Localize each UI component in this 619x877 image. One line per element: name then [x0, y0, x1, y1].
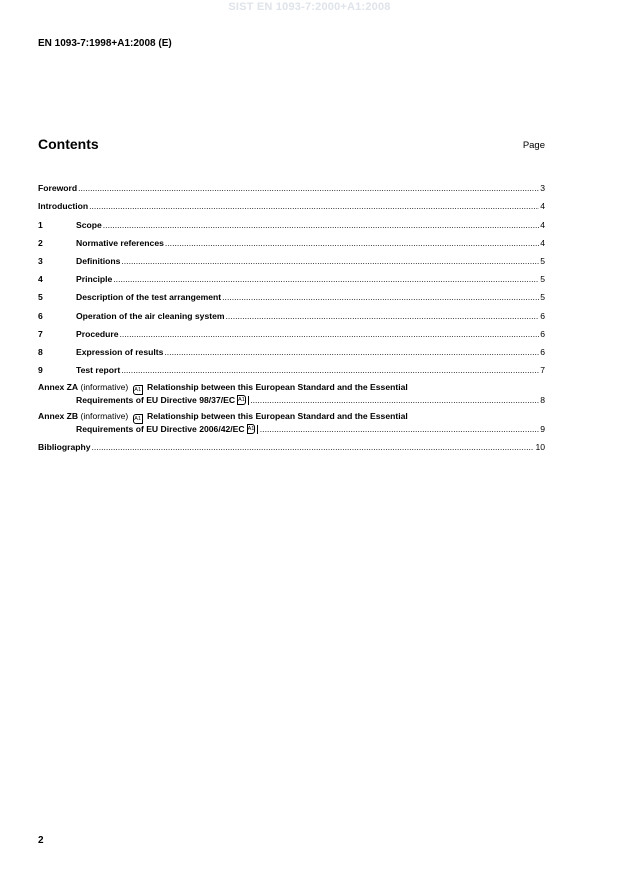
annex-info: (informative) — [80, 411, 129, 422]
toc-title: Definitions — [76, 255, 121, 266]
annex-title-line1: Relationship between this European Standard and the Essential — [147, 381, 408, 392]
toc-page: 3 — [540, 183, 545, 194]
page-column-label: Page — [522, 140, 545, 151]
toc-page: 8 — [540, 394, 545, 405]
leader-dots — [226, 311, 540, 321]
contents-heading: Contents — [38, 136, 99, 152]
toc-number: 6 — [38, 310, 43, 321]
toc-number: 9 — [38, 365, 43, 376]
toc-page: 4 — [540, 219, 545, 230]
leader-dots — [164, 347, 539, 357]
amendment-start-marker-icon: A1 — [134, 416, 142, 423]
toc-entry-air-cleaning-operation[interactable] — [38, 302, 545, 320]
amendment-end-marker-icon: A1 — [247, 426, 255, 433]
toc-entry-annex-za[interactable] — [38, 375, 545, 405]
toc-number: 2 — [38, 237, 43, 248]
amendment-start-marker-icon: A1 — [134, 386, 142, 393]
leader-dots — [121, 256, 539, 266]
toc-title: Foreword — [38, 183, 78, 194]
toc-number: 4 — [38, 274, 43, 285]
toc-entry-introduction[interactable] — [38, 193, 545, 211]
watermark: SIST EN 1093-7:2000+A1:2008 — [228, 1, 391, 13]
leader-dots — [121, 365, 539, 375]
toc-title: Scope — [76, 219, 102, 230]
leader-dots — [165, 238, 539, 248]
toc-page: 6 — [540, 346, 545, 357]
table-of-contents — [38, 175, 545, 452]
toc-title: Bibliography — [38, 442, 91, 453]
leader-dots — [250, 395, 539, 405]
toc-page: 4 — [540, 237, 545, 248]
leader-dots — [260, 424, 539, 434]
toc-number: 5 — [38, 292, 43, 303]
toc-entry-bibliography[interactable] — [38, 434, 545, 452]
leader-dots — [103, 220, 539, 230]
leader-dots — [222, 292, 539, 302]
toc-entry-principle[interactable] — [38, 266, 545, 284]
toc-entry-annex-zb[interactable] — [38, 405, 545, 435]
toc-entry-test-arrangement[interactable] — [38, 284, 545, 302]
toc-number: 1 — [38, 219, 43, 230]
toc-page: 6 — [540, 328, 545, 339]
toc-entry-normative-references[interactable] — [38, 230, 545, 248]
toc-title: Description of the test arrangement — [76, 292, 222, 303]
toc-page: 4 — [540, 201, 545, 212]
toc-number: 3 — [38, 255, 43, 266]
annex-label: Annex ZA — [38, 381, 79, 392]
toc-title: Introduction — [38, 201, 89, 212]
leader-dots — [92, 442, 535, 452]
toc-page: 10 — [535, 442, 545, 453]
toc-title: Normative references — [76, 237, 164, 248]
toc-page: 5 — [540, 255, 545, 266]
annex-title-line2: Requirements of EU Directive 98/37/EC — [76, 394, 236, 405]
toc-title: Expression of results — [76, 346, 164, 357]
annex-title-line2: Requirements of EU Directive 2006/42/EC — [76, 424, 245, 435]
toc-page: 5 — [540, 292, 545, 303]
page-number: 2 — [38, 835, 44, 846]
annex-info: (informative) — [80, 381, 129, 392]
toc-page: 7 — [540, 365, 545, 376]
toc-title: Principle — [76, 274, 113, 285]
leader-dots — [120, 329, 540, 339]
leader-dots — [89, 201, 539, 211]
toc-page: 6 — [540, 310, 545, 321]
toc-entry-scope[interactable] — [38, 211, 545, 229]
document-id: EN 1093-7:1998+A1:2008 (E) — [38, 38, 172, 49]
toc-title: Test report — [76, 365, 121, 376]
toc-entry-test-report[interactable] — [38, 357, 545, 375]
toc-number: 8 — [38, 346, 43, 357]
toc-title: Procedure — [76, 328, 119, 339]
leader-dots — [113, 274, 539, 284]
annex-title-line1: Relationship between this European Standard and the Essential — [147, 411, 408, 422]
toc-page: 9 — [540, 424, 545, 435]
toc-number: 7 — [38, 328, 43, 339]
amendment-end-marker-icon: A1 — [238, 396, 245, 403]
toc-entry-procedure[interactable] — [38, 321, 545, 339]
toc-page: 5 — [540, 274, 545, 285]
toc-entry-definitions[interactable] — [38, 248, 545, 266]
annex-label: Annex ZB — [38, 411, 79, 422]
leader-dots — [78, 183, 539, 193]
toc-entry-foreword[interactable] — [38, 175, 545, 193]
toc-entry-expression-of-results[interactable] — [38, 339, 545, 357]
toc-title: Operation of the air cleaning system — [76, 310, 225, 321]
